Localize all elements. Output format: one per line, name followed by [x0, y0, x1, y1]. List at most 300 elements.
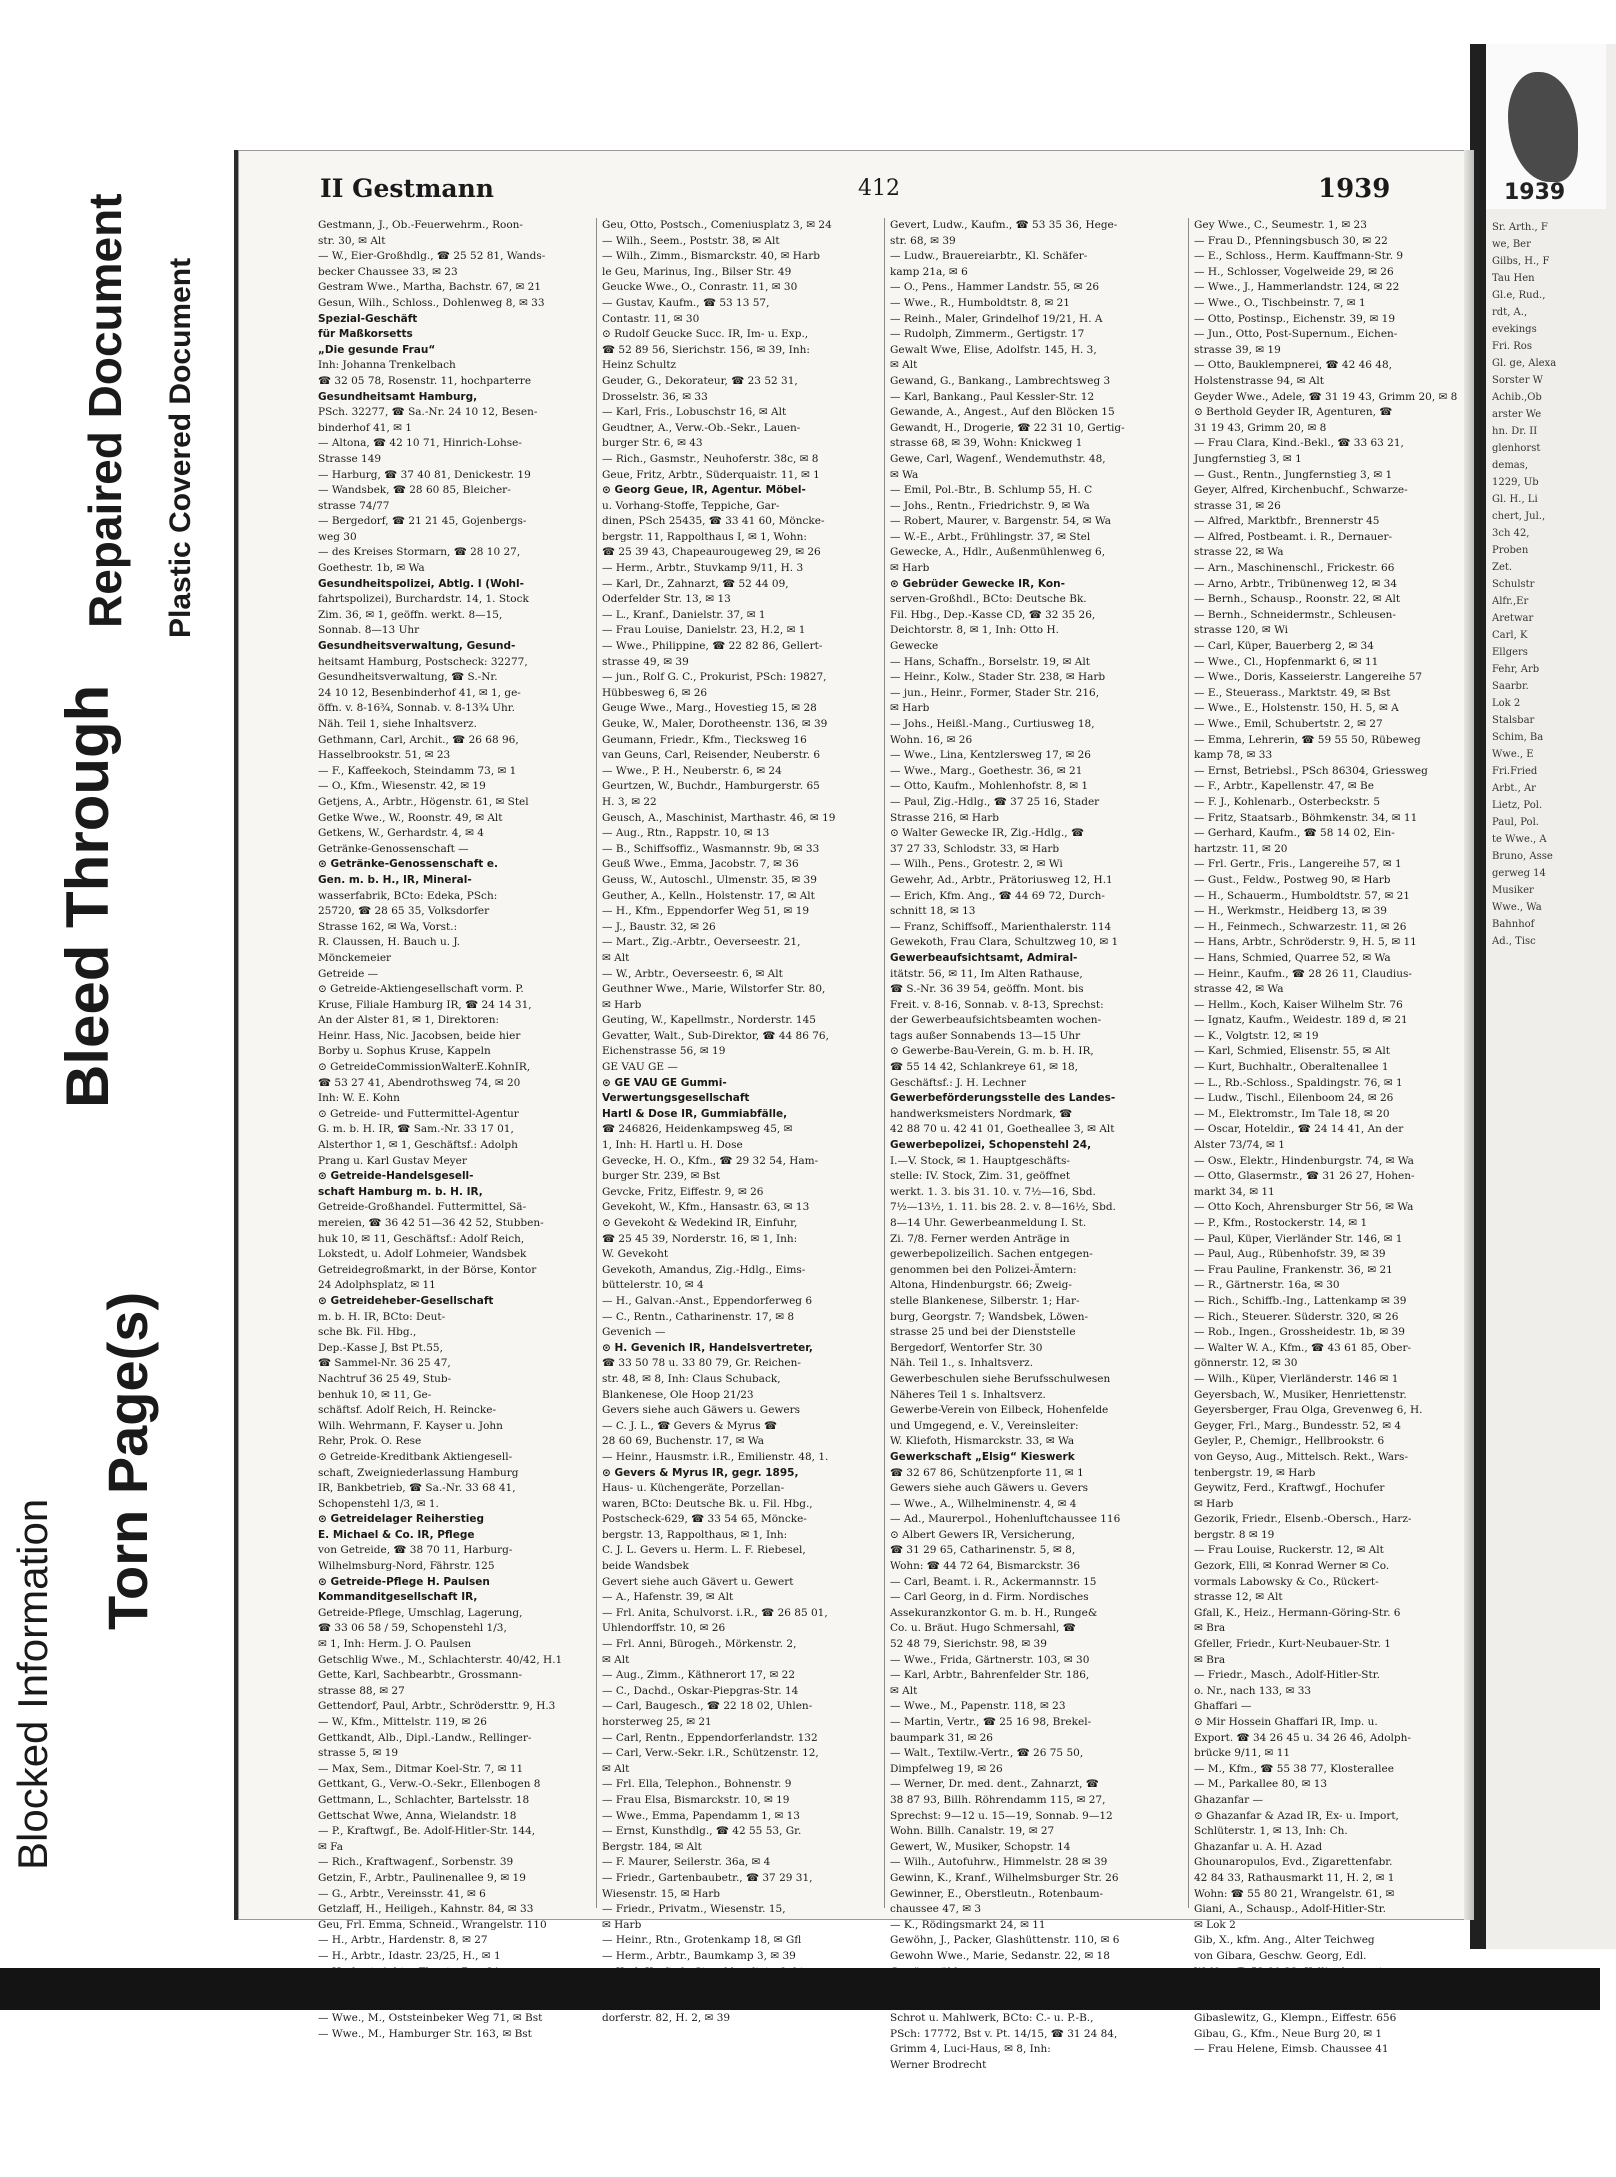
directory-entry: Geywitz, Ferd., Kraftwgf., Hochufer [1194, 1482, 1385, 1495]
column-divider [596, 218, 597, 1908]
directory-entry: ✉ Alt [602, 951, 630, 964]
directory-entry: — Gust., Feldw., Postweg 90, ✉ Harb [1194, 873, 1391, 886]
directory-entry: — L., Rb.-Schloss., Spaldingstr. 76, ✉ 1 [1194, 1076, 1403, 1089]
directory-entry: Geumann, Friedr., Kfm., Tiecksweg 16 [602, 733, 807, 746]
directory-entry: ⊙ Mir Hossein Ghaffari IR, Imp. u. [1194, 1716, 1378, 1728]
directory-entry: — Fritz, Staatsarb., Böhmkenstr. 34, ✉ 11 [1194, 811, 1418, 824]
directory-entry: Geschäftsf.: J. H. Lechner [890, 1076, 1026, 1089]
directory-entry: GE VAU GE — [602, 1061, 678, 1074]
directory-entry: — A., Hafenstr. 39, ✉ Alt [602, 1591, 734, 1604]
directory-entry: Gibau, G., Kfm., Neue Burg 20, ✉ 1 [1194, 2027, 1383, 2040]
adjacent-page-year: 1939 [1504, 180, 1566, 205]
directory-entry: strasse 39, ✉ 19 [1194, 343, 1281, 356]
directory-entry: — Karl, Bankang., Paul Kessler-Str. 12 [890, 390, 1095, 403]
directory-entry: — Harburg, ☎ 37 40 81, Denickestr. 19 [318, 468, 531, 481]
directory-entry: — Rudolph, Zimmerm., Gertigstr. 17 [890, 328, 1085, 341]
directory-entry: Geucke Wwe., O., Conrastr. 11, ✉ 30 [602, 281, 798, 294]
adjacent-page-line: Schulstr [1492, 579, 1535, 590]
directory-entry: Gesundheitsverwaltung, Gesund- [318, 640, 516, 653]
directory-entry: Kruse, Filiale Hamburg IR, ☎ 24 14 31, [318, 998, 532, 1011]
directory-entry: — Frau Clara, Kind.-Bekl., ☎ 33 63 21, [1194, 437, 1404, 450]
directory-entry: — M., Elektromstr., Im Tale 18, ✉ 20 [1194, 1107, 1390, 1120]
directory-entry: burger Str. 239, ✉ Bst [602, 1170, 720, 1183]
directory-entry: — Aug., Zimm., Käthnerort 17, ✉ 22 [602, 1669, 796, 1682]
page-fold-shadow [1464, 150, 1474, 1920]
directory-entry: — H., Werkmstr., Heidberg 13, ✉ 39 [1194, 905, 1387, 918]
directory-entry: ✉ Alt [602, 1762, 630, 1775]
adjacent-page-line: Sr. Arth., F [1492, 222, 1548, 233]
adjacent-page-line: chert, Jul., [1492, 511, 1546, 522]
directory-entry: — H., Schlosser, Vogelweide 29, ✉ 26 [1194, 265, 1394, 278]
directory-entry: — H., Arbtr., Idastr. 23/25, H., ✉ 1 [318, 1949, 501, 1962]
directory-entry: ☎ S.-Nr. 36 39 54, geöffn. Mont. bis [890, 983, 1084, 996]
directory-entry: handwerksmeisters Nordmark, ☎ [890, 1107, 1073, 1120]
directory-entry: — Wwe., P. H., Neuberstr. 6, ✉ 24 [602, 764, 782, 777]
directory-entry: strasse 31, ✉ 26 [1194, 499, 1281, 512]
directory-entry: dinen, PSch 25435, ☎ 33 41 60, Möncke- [602, 515, 825, 528]
directory-entry: — F., Arbtr., Kapellenstr. 47, ✉ Be [1194, 780, 1374, 793]
directory-entry: Gewerkschaft „Elsig“ Kieswerk [890, 1450, 1075, 1463]
directory-entry: Gewalt Wwe, Elise, Adolfstr. 145, H. 3, [890, 343, 1097, 356]
column-divider [884, 218, 885, 1908]
directory-column-2 [602, 218, 878, 2025]
directory-entry: — Wilh., Pens., Grotestr. 2, ✉ Wi [890, 858, 1063, 871]
directory-entry: Geyder Wwe., Adele, ☎ 31 19 43, Grimm 20, ✉ 8 [1194, 390, 1458, 403]
page-header-name: II Gestmann [320, 174, 494, 203]
directory-entry: Gfall, K., Heiz., Hermann-Göring-Str. 6 [1194, 1606, 1401, 1619]
directory-entry: — Bernh., Schneidermstr., Schleusen- [1194, 608, 1396, 621]
directory-entry: — G., Arbtr., Vereinsstr. 41, ✉ 6 [318, 1887, 486, 1900]
directory-entry: str. 30, ✉ Alt [318, 234, 386, 247]
adjacent-page-line: Gl. ge, Alexa [1492, 358, 1557, 369]
directory-entry: Verwertungsgesellschaft [602, 1092, 750, 1105]
directory-entry: ☎ 52 89 56, Sierichstr. 156, ✉ 39, Inh: [602, 343, 810, 356]
directory-entry: strasse 42, ✉ Wa [1194, 983, 1284, 996]
directory-entry: strasse 12, ✉ Alt [1194, 1591, 1283, 1604]
directory-entry: Inh: Johanna Trenkelbach [318, 359, 456, 372]
directory-entry: weg 30 [318, 530, 357, 543]
directory-entry: — Carl Georg, in d. Firm. Nordisches [890, 1591, 1089, 1604]
directory-entry: Geudtner, A., Verw.-Ob.-Sekr., Lauen- [602, 421, 801, 434]
adjacent-page-line: rdt, A., [1492, 307, 1528, 318]
directory-entry: — jun., Heinr., Former, Stader Str. 216, [890, 686, 1100, 699]
directory-entry: kamp 78, ✉ 33 [1194, 749, 1273, 762]
directory-entry: — Jun., Otto, Post-Supernum., Eichen- [1194, 328, 1398, 341]
blocked-information-label: Blocked Information [9, 1498, 56, 1870]
directory-entry: Contastr. 11, ✉ 30 [602, 312, 700, 325]
directory-entry: — Frau D., Pfenningsbusch 30, ✉ 22 [1194, 234, 1388, 247]
directory-entry: Haus- u. Küchengeräte, Porzellan- [602, 1482, 785, 1495]
directory-entry: Freit. v. 8-16, Sonnab. v. 8-13, Sprechst: [890, 998, 1104, 1011]
directory-entry: Gettschat Wwe, Anna, Wielandstr. 18 [318, 1809, 517, 1822]
directory-entry: Blankenese, Ole Hoop 21/23 [602, 1388, 754, 1401]
directory-entry: — Gust., Rentn., Jungfernstieg 3, ✉ 1 [1194, 468, 1393, 481]
directory-entry: — Wilh., Zimm., Bismarckstr. 40, ✉ Harb [602, 250, 820, 263]
directory-entry: ☎ 25 45 39, Norderstr. 16, ✉ 1, Inh: [602, 1232, 798, 1245]
directory-entry: ⊙ GetreideCommissionWalterE.KohnIR, [318, 1061, 531, 1074]
directory-entry: baumpark 31, ✉ 26 [890, 1731, 993, 1744]
directory-entry: Postscheck-629, ☎ 33 54 65, Möncke- [602, 1513, 807, 1526]
directory-entry: strasse 5, ✉ 19 [318, 1747, 399, 1760]
directory-entry: ✉ Harb [602, 998, 642, 1011]
directory-entry: Geyersbach, W., Musiker, Henriettenstr. [1194, 1388, 1407, 1401]
directory-entry: Gevekoth, Amandus, Zig.-Hdlg., Eims- [602, 1263, 806, 1276]
directory-column-1 [318, 218, 590, 2040]
directory-entry: — Otto, Bauklempnerei, ☎ 42 46 48, [1194, 359, 1392, 372]
directory-entry: — H., Schauerm., Humboldtstr. 57, ✉ 21 [1194, 889, 1410, 902]
directory-entry: bergstr. 11, Rappolthaus I, ✉ 1, Wohn: [602, 530, 807, 543]
directory-entry: Ghounaropulos, Evd., Zigarettenfabr. [1194, 1856, 1393, 1869]
directory-entry: — Rich., Gasmstr., Neuhoferstr. 38c, ✉ 8 [602, 452, 819, 465]
directory-entry: Gewerbe-Verein von Eilbeck, Hohenfelde [890, 1404, 1109, 1417]
adjacent-page-line: Bahnhof [1492, 919, 1535, 930]
directory-entry: bergstr. 8 ✉ 19 [1194, 1528, 1275, 1541]
directory-entry: — Hans, Arbtr., Schröderstr. 9, H. 5, ✉ 11 [1194, 936, 1417, 949]
directory-entry: Oderfelder Str. 13, ✉ 13 [602, 593, 731, 606]
directory-entry: ⊙ Getreide-Handelsgesell- [318, 1170, 474, 1183]
directory-entry: — P., Kfm., Rostockerstr. 14, ✉ 1 [1194, 1217, 1368, 1229]
directory-column-3 [890, 218, 1182, 2072]
directory-entry: Kommanditgesellschaft IR, [318, 1591, 478, 1604]
adjacent-page-line: Proben [1492, 545, 1529, 556]
directory-entry: — Carl, Verw.-Sekr. i.R., Schützenstr. 12, [602, 1747, 819, 1760]
directory-entry: Borby u. Sophus Kruse, Kappeln [318, 1045, 491, 1058]
directory-entry: — Paul, Aug., Rübenhofstr. 39, ✉ 39 [1194, 1248, 1386, 1261]
directory-entry: und Umgegend, e. V., Vereinsleiter: [890, 1419, 1079, 1432]
adjacent-page-line: Schim, Ba [1492, 732, 1544, 743]
directory-entry: — Johs., Heißl.-Mang., Curtiusweg 18, [890, 718, 1095, 730]
directory-entry: Heinz Schultz [602, 359, 677, 372]
directory-entry: Gette, Karl, Sachbearbtr., Grossmann- [318, 1669, 523, 1682]
directory-entry: — P., Kraftwgf., Be. Adolf-Hitler-Str. 144, [318, 1825, 536, 1838]
directory-entry: ✉ Harb [890, 702, 930, 715]
directory-entry: ⊙ H. Gevenich IR, Handelsvertreter, [602, 1341, 813, 1354]
directory-entry: von Gibara, Geschw. Georg, Edl. [1194, 1949, 1367, 1962]
directory-entry: ☎ 32 67 86, Schützenpforte 11, ✉ 1 [890, 1466, 1084, 1479]
directory-entry: ⊙ Albert Gewers IR, Versicherung, [890, 1528, 1075, 1541]
directory-entry: — Emil, Pol.-Btr., B. Schlump 55, H. C [890, 484, 1093, 497]
directory-entry: 24 10 12, Besenbinderhof 41, ✉ 1, ge- [318, 686, 521, 699]
directory-entry: ⊙ Gewerbe-Bau-Verein, G. m. b. H. IR, [890, 1045, 1094, 1058]
directory-entry: Näheres Teil 1 s. Inhaltsverz. [890, 1388, 1046, 1401]
directory-entry: Getke Wwe., W., Roonstr. 49, ✉ Alt [318, 811, 503, 824]
adjacent-page-line: Tau Hen [1492, 273, 1535, 284]
directory-entry: Getreide-Großhandel. Futtermittel, Sä- [318, 1201, 527, 1214]
directory-entry: ⊙ Getreide- und Futtermittel-Agentur [318, 1107, 519, 1120]
directory-entry: ⊙ Getreide-Pflege H. Paulsen [318, 1575, 490, 1588]
directory-entry: gewerbepolizeilich. Sachen entgegen- [890, 1248, 1093, 1261]
directory-entry: Sonnab. 8—13 Uhr [318, 624, 420, 637]
directory-entry: Geuge Wwe., Marg., Hovestieg 15, ✉ 28 [602, 702, 817, 715]
directory-entry: Gevecke, H. O., Kfm., ☎ 29 32 54, Ham- [602, 1154, 819, 1167]
directory-entry: — Otto, Glasermstr., ☎ 31 26 27, Hohen- [1194, 1170, 1415, 1183]
adjacent-page-line: Wwe., Wa [1492, 902, 1542, 913]
directory-entry: Wilhelmsburg-Nord, Fährstr. 125 [318, 1560, 495, 1573]
directory-entry: ⊙ Getränke-Genossenschaft e. [318, 858, 499, 871]
directory-entry: Wohn. Billh. Canalstr. 19, ✉ 27 [890, 1825, 1055, 1838]
directory-entry: 7½—13½, 1. 11. bis 28. 2. v. 8—16½, Sbd. [890, 1201, 1116, 1214]
directory-entry: schnitt 18, ✉ 13 [890, 905, 976, 918]
directory-entry: strasse 88, ✉ 27 [318, 1684, 405, 1697]
directory-entry: für Maßkorsetts [318, 328, 413, 341]
directory-entry: Getzlaff, H., Heiligeh., Kahnstr. 84, ✉ 33 [318, 1903, 534, 1916]
directory-entry: u. Vorhang-Stoffe, Teppiche, Gar- [602, 499, 780, 512]
directory-entry: Geurtzen, W., Buchdr., Hamburgerstr. 65 [602, 780, 820, 793]
directory-entry: — Gustav, Kaufm., ☎ 53 13 57, [602, 296, 770, 309]
directory-entry: chaussee 47, ✉ 3 [890, 1903, 982, 1916]
directory-entry: o. Nr., nach 133, ✉ 33 [1194, 1684, 1312, 1697]
directory-entry: — Max, Sem., Ditmar Koel-Str. 7, ✉ 11 [318, 1762, 524, 1775]
directory-entry: Gewekoth, Frau Clara, Schultzweg 10, ✉ 1 [890, 936, 1119, 949]
adjacent-page-fragment [1470, 44, 1616, 1949]
directory-entry: Spezial-Geschäft [318, 312, 418, 325]
directory-entry: — Frau Pauline, Frankenstr. 36, ✉ 21 [1194, 1263, 1393, 1276]
adjacent-page-line: Lok 2 [1492, 698, 1521, 709]
scan-bottom-band [0, 1968, 1600, 2010]
adjacent-page-line: Arbt., Ar [1492, 783, 1536, 794]
directory-entry: — C., Rentn., Catharinenstr. 17, ✉ 8 [602, 1310, 795, 1323]
directory-entry: — Reinh., Maler, Grindelhof 19/21, H. A [890, 312, 1103, 325]
directory-entry: ⊙ Georg Geue, IR, Agentur. Möbel- [602, 484, 806, 497]
adjacent-page-line: 3ch 42, [1492, 528, 1530, 539]
directory-entry: Wohn: ☎ 55 80 21, Wrangelstr. 61, ✉ [1194, 1887, 1395, 1900]
directory-entry: — Gerhard, Kaufm., ☎ 58 14 02, Ein- [1194, 827, 1395, 840]
directory-entry: ✉ Wa [890, 468, 919, 481]
directory-entry: — Martin, Vertr., ☎ 25 16 98, Brekel- [890, 1716, 1092, 1728]
directory-entry: — O., Pens., Hammer Landstr. 55, ✉ 26 [890, 281, 1100, 294]
directory-entry: Gen. m. b. H., IR, Mineral- [318, 873, 472, 886]
directory-entry: schäftsf. Adolf Reich, H. Reincke- [318, 1404, 497, 1417]
directory-entry: Gevenich — [602, 1326, 666, 1339]
directory-entry: Geu, Otto, Postsch., Comeniusplatz 3, ✉ 24 [602, 219, 832, 231]
directory-entry: Wohn. 16, ✉ 26 [890, 733, 973, 746]
directory-entry: — Johs., Rentn., Friedrichstr. 9, ✉ Wa [890, 499, 1090, 512]
directory-entry: — Wwe., E., Holstenstr. 150, H. 5, ✉ A [1194, 702, 1399, 715]
directory-entry: ⊙ Getreideheber-Gesellschaft [318, 1294, 494, 1307]
directory-entry: stelle Blankenese, Silberstr. 1; Har- [890, 1294, 1080, 1307]
directory-entry: ✉ 1, Inh: Herm. J. O. Paulsen [318, 1638, 472, 1651]
directory-entry: — Ignatz, Kaufm., Weidestr. 189 d, ✉ 21 [1194, 1014, 1408, 1027]
directory-entry: Hasselbrookstr. 51, ✉ 23 [318, 749, 451, 762]
directory-entry: Getschlig Wwe., M., Schlachterstr. 40/42, H.1 [318, 1653, 563, 1666]
directory-column-4 [1194, 218, 1464, 2056]
adjacent-page-line: Gl.e, Rud., [1492, 290, 1546, 301]
directory-entry: Getreide-Pflege, Umschlag, Lagerung, [318, 1606, 523, 1619]
directory-entry: 42 84 33, Rathausmarkt 11, H. 2, ✉ 1 [1194, 1871, 1395, 1884]
directory-entry: strasse 49, ✉ 39 [602, 655, 689, 668]
directory-entry: 8—14 Uhr. Gewerbeanmeldung I. St. [890, 1217, 1087, 1229]
directory-entry: horsterweg 25, ✉ 21 [602, 1716, 712, 1728]
directory-entry: öffn. v. 8-16¾, Sonnab. v. 8-13¾ Uhr. [318, 702, 515, 715]
directory-entry: 52 48 79, Sierichstr. 98, ✉ 39 [890, 1638, 1047, 1651]
directory-entry: 1, Inh: H. Hartl u. H. Dose [602, 1139, 743, 1152]
directory-entry: — Ernst, Betriebsl., PSch 86304, Griessweg [1194, 764, 1428, 777]
directory-entry: — Heinr., Kolw., Stader Str. 238, ✉ Harb [890, 671, 1106, 684]
directory-entry: ☎ Sammel-Nr. 36 25 47, [318, 1357, 451, 1370]
directory-entry: Gewinn, K., Kranf., Wilhelmsburger Str. 26 [890, 1871, 1119, 1884]
directory-entry: — Carl, Rentn., Eppendorferlandstr. 132 [602, 1731, 818, 1744]
directory-entry: sche Bk. Fil. Hbg., [318, 1326, 417, 1339]
directory-entry: Jungfernstieg 3, ✉ 1 [1194, 452, 1302, 465]
directory-entry: — Wwe., Philippine, ☎ 22 82 86, Gellert- [602, 640, 823, 653]
directory-entry: Gettkant, G., Verw.-O.-Sekr., Ellenbogen 8 [318, 1778, 541, 1791]
directory-entry: — Mart., Zig.-Arbtr., Oeverseestr. 21, [602, 936, 801, 949]
directory-entry: Dep.-Kasse J, Bst Pt.55, [318, 1341, 443, 1354]
adjacent-page-line: Fri. Ros [1492, 341, 1532, 352]
adjacent-page-line: Stalsbar [1492, 715, 1535, 726]
adjacent-page-line: Ellgers [1492, 647, 1528, 658]
adjacent-page-line: te Wwe., A [1492, 834, 1547, 845]
directory-entry: 24 Adolphsplatz, ✉ 11 [318, 1279, 436, 1292]
directory-entry: Werner Brodrecht [890, 2059, 987, 2072]
adjacent-page-line: Wwe., E [1492, 749, 1534, 760]
directory-entry: ✉ Alt [890, 359, 918, 372]
directory-entry: — W., Arbtr., Oeverseestr. 6, ✉ Alt [602, 967, 783, 980]
directory-entry: — Frau Louise, Danielstr. 23, H.2, ✉ 1 [602, 624, 806, 637]
directory-entry: benhuk 10, ✉ 11, Ge- [318, 1388, 432, 1401]
adjacent-page-line: Alfr.,Er [1492, 596, 1529, 607]
bleed-through-label: Bleed Through [54, 684, 121, 1108]
directory-entry: Gettmann, L., Schlachter, Bartelsstr. 18 [318, 1793, 530, 1806]
directory-entry: 28 60 69, Buchenstr. 17, ✉ Wa [602, 1435, 764, 1448]
directory-entry: — Osw., Elektr., Hindenburgstr. 74, ✉ Wa [1194, 1154, 1414, 1167]
directory-entry: — Wilh., Küper, Vierländerstr. 146 ✉ 1 [1194, 1372, 1399, 1385]
directory-entry: wasserfabrik, BCto: Edeka, PSch: [318, 889, 498, 902]
directory-entry: — Rich., Schiffb.-Ing., Lattenkamp ✉ 39 [1194, 1294, 1407, 1307]
directory-entry: — Carl, Beamt. i. R., Ackermannstr. 15 [890, 1575, 1097, 1588]
directory-entry: Lokstedt, u. Adolf Lohmeier, Wandsbek [318, 1248, 527, 1261]
directory-entry: Fil. Hbg., Dep.-Kasse CD, ☎ 32 35 26, [890, 608, 1096, 621]
directory-entry: — Hellm., Koch, Kaiser Wilhelm Str. 76 [1194, 998, 1403, 1011]
directory-entry: — Aug., Rtn., Rappstr. 10, ✉ 13 [602, 827, 770, 840]
directory-entry: itätstr. 56, ✉ 11, Im Alten Rathause, [890, 967, 1083, 980]
directory-entry: — Heinr., Rtn., Grotenkamp 18, ✉ Gfl [602, 1934, 802, 1947]
directory-entry: ✉ Alt [890, 1684, 918, 1697]
directory-entry: von Geyso, Aug., Mittelsch. Rekt., Wars- [1194, 1450, 1408, 1463]
adjacent-page-line: arster We [1492, 409, 1542, 420]
adjacent-page-line: Bruno, Asse [1492, 851, 1553, 862]
directory-entry: Ghazanfar u. A. H. Azad [1194, 1840, 1323, 1853]
directory-entry: burg, Georgstr. 7; Wandsbek, Löwen- [890, 1310, 1089, 1323]
directory-entry: — Ludw., Tischl., Eilenboom 24, ✉ 26 [1194, 1092, 1394, 1105]
directory-entry: „Die gesunde Frau“ [318, 343, 436, 356]
directory-entry: PSch: 17772, Bst v. Pt. 14/15, ☎ 31 24 84, [890, 2027, 1118, 2040]
directory-entry: — J., Baustr. 32, ✉ 26 [602, 920, 716, 933]
directory-entry: Schrot u. Mahlwerk, BCto: C.- u. P.-B., [890, 2012, 1094, 2025]
directory-entry: — W.-E., Arbt., Frühlingstr. 37, ✉ Stel [890, 530, 1091, 543]
directory-entry: Geuder, G., Dekorateur, ☎ 23 52 31, [602, 374, 798, 387]
directory-entry: — Emma, Lehrerin, ☎ 59 55 50, Rübeweg [1194, 733, 1421, 746]
directory-entry: van Geuns, Carl, Reisender, Neuberstr. 6 [602, 749, 821, 762]
directory-entry: — Friedr., Masch., Adolf-Hitler-Str. [1194, 1669, 1380, 1682]
directory-entry: R. Claussen, H. Bauch u. J. [318, 936, 461, 949]
directory-entry: hartzstr. 11, ✉ 20 [1194, 842, 1288, 855]
directory-entry: dorferstr. 82, H. 2, ✉ 39 [602, 2012, 731, 2025]
directory-entry: Geuß Wwe., Emma, Jacobstr. 7, ✉ 36 [602, 858, 799, 871]
directory-entry: ⊙ Ghazanfar & Azad IR, Ex- u. Import, [1194, 1809, 1399, 1822]
directory-entry: H. 3, ✉ 22 [602, 795, 657, 808]
directory-entry: Gewerbeschulen siehe Berufsschulwesen [890, 1372, 1111, 1385]
directory-entry: strasse 25 und bei der Dienststelle [890, 1326, 1076, 1339]
directory-entry: Gestram Wwe., Martha, Bachstr. 67, ✉ 21 [318, 281, 542, 294]
adjacent-page-line: Ad., Tisc [1492, 936, 1536, 947]
adjacent-page-line: we, Ber [1492, 239, 1531, 250]
directory-entry: — Wwe., J., Hammerlandstr. 124, ✉ 22 [1194, 281, 1400, 294]
directory-entry: — M., Parkallee 80, ✉ 13 [1194, 1778, 1328, 1791]
directory-entry: Geuss, W., Autoschl., Ulmenstr. 35, ✉ 39 [602, 873, 817, 886]
directory-entry: Bergstr. 184, ✉ Alt [602, 1840, 702, 1853]
directory-entry: Getränke-Genossenschaft — [318, 842, 469, 855]
directory-entry: Gezork, Elli, ✉ Konrad Werner ✉ Co. [1194, 1560, 1390, 1573]
directory-entry: E. Michael & Co. IR, Pflege [318, 1528, 475, 1541]
directory-entry: — Karl, Schmied, Elisenstr. 55, ✉ Alt [1194, 1045, 1390, 1058]
directory-entry: — Wilh., Autofuhrw., Himmelstr. 28 ✉ 39 [890, 1856, 1108, 1869]
directory-entry: Gey Wwe., C., Seumestr. 1, ✉ 23 [1194, 219, 1367, 231]
directory-entry: — Karl, Arbtr., Bahrenfelder Str. 186, [890, 1669, 1090, 1682]
directory-entry: ✉ Alt [602, 1653, 630, 1666]
directory-entry: Wohn: ☎ 44 72 64, Bismarckstr. 36 [890, 1560, 1081, 1573]
directory-entry: strasse 68, ✉ 39, Wohn: Knickweg 1 [890, 437, 1083, 450]
adjacent-page-line: Fri.Fried [1492, 766, 1538, 777]
directory-entry: — Friedr., Privatm., Wiesenstr. 15, [602, 1903, 786, 1916]
directory-entry: — Wandsbek, ☎ 28 60 85, Bleicher- [318, 484, 511, 497]
directory-entry: Altona, Hindenburgstr. 66; Zweig- [890, 1279, 1072, 1292]
directory-entry: tenbergstr. 19, ✉ Harb [1194, 1466, 1316, 1479]
directory-entry: Gettendorf, Paul, Arbtr., Schrödersttr. 9, H.3 [318, 1700, 556, 1713]
directory-entry: m. b. H. IR, BCto: Deut- [318, 1310, 446, 1323]
directory-entry: Strasse 149 [318, 452, 382, 465]
directory-entry: — Frl. Ella, Telephon., Bohnenstr. 9 [602, 1778, 792, 1791]
directory-entry: Hübbesweg 6, ✉ 26 [602, 686, 708, 699]
directory-entry: Schopenstehl 1/3, ✉ 1. [318, 1497, 439, 1510]
directory-entry: W. Gevekoht [602, 1248, 669, 1261]
directory-entry: — L., Kranf., Danielstr. 37, ✉ 1 [602, 608, 766, 621]
directory-entry: 42 88 70 u. 42 41 01, Goetheallee 3, ✉ Alt [890, 1123, 1115, 1136]
directory-entry: — jun., Rolf G. C., Prokurist, PSch: 19827, [602, 671, 827, 684]
directory-entry: — Wwe., A., Wilhelminenstr. 4, ✉ 4 [890, 1497, 1077, 1510]
directory-entry: Gevekoht, W., Kfm., Hansastr. 63, ✉ 13 [602, 1201, 810, 1214]
directory-entry: Gettkandt, Alb., Dipl.-Landw., Rellinger- [318, 1731, 532, 1744]
directory-entry: Näh. Teil 1, siehe Inhaltsverz. [318, 718, 477, 730]
directory-entry: — Frau Elsa, Bismarckstr. 10, ✉ 19 [602, 1793, 790, 1806]
directory-entry: Eichenstrasse 56, ✉ 19 [602, 1045, 726, 1058]
directory-entry: ⊙ Gevers & Myrus IR, gegr. 1895, [602, 1466, 799, 1479]
directory-entry: Gewöhn, J., Packer, Glashüttenstr. 110, ✉ 6 [890, 1934, 1120, 1947]
directory-entry: schaft Hamburg m. b. H. IR, [318, 1185, 483, 1198]
directory-entry: 25720, ☎ 28 65 35, Volksdorfer [318, 905, 490, 918]
directory-entry: Alster 73/74, ✉ 1 [1194, 1139, 1285, 1152]
directory-entry: — H., Galvan.-Anst., Eppendorferweg 6 [602, 1294, 813, 1307]
directory-entry: — Walt., Textilw.-Vertr., ☎ 26 75 50, [890, 1747, 1084, 1760]
directory-entry: beide Wandsbek [602, 1560, 689, 1573]
directory-entry: W. Kliefoth, Hismarckstr. 33, ✉ Wa [890, 1435, 1075, 1448]
directory-entry: ☎ 25 39 43, Chapeaurougeweg 29, ✉ 26 [602, 546, 821, 559]
directory-entry: Holstenstrasse 94, ✉ Alt [1194, 374, 1324, 387]
directory-entry: Dimpfelweg 19, ✉ 26 [890, 1762, 1003, 1775]
directory-entry: — Rob., Ingen., Grossheidestr. 1b, ✉ 39 [1194, 1326, 1405, 1339]
directory-entry: Geuther, A., Kelln., Holstenstr. 17, ✉ Alt [602, 889, 815, 902]
directory-entry: — Oscar, Hoteldir., ☎ 24 14 41, An der [1194, 1123, 1404, 1136]
directory-entry: vormals Labowsky & Co., Rückert- [1194, 1575, 1379, 1588]
directory-entry: Gevcke, Fritz, Eiffestr. 9, ✉ 26 [602, 1185, 764, 1198]
directory-entry: — Heinr., Kaufm., ☎ 28 26 11, Claudius- [1194, 967, 1412, 980]
directory-entry: 37 27 33, Schlodstr. 33, ✉ Harb [890, 842, 1060, 855]
directory-entry: waren, BCto: Deutsche Bk. u. Fil. Hbg., [602, 1497, 813, 1510]
page-header [238, 174, 1474, 214]
directory-entry: — W., Kfm., Mittelstr. 119, ✉ 26 [318, 1716, 487, 1728]
directory-entry: strasse 74/77 [318, 499, 390, 512]
directory-entry: Geyger, Frl., Marg., Bundesstr. 52, ✉ 4 [1194, 1419, 1402, 1432]
